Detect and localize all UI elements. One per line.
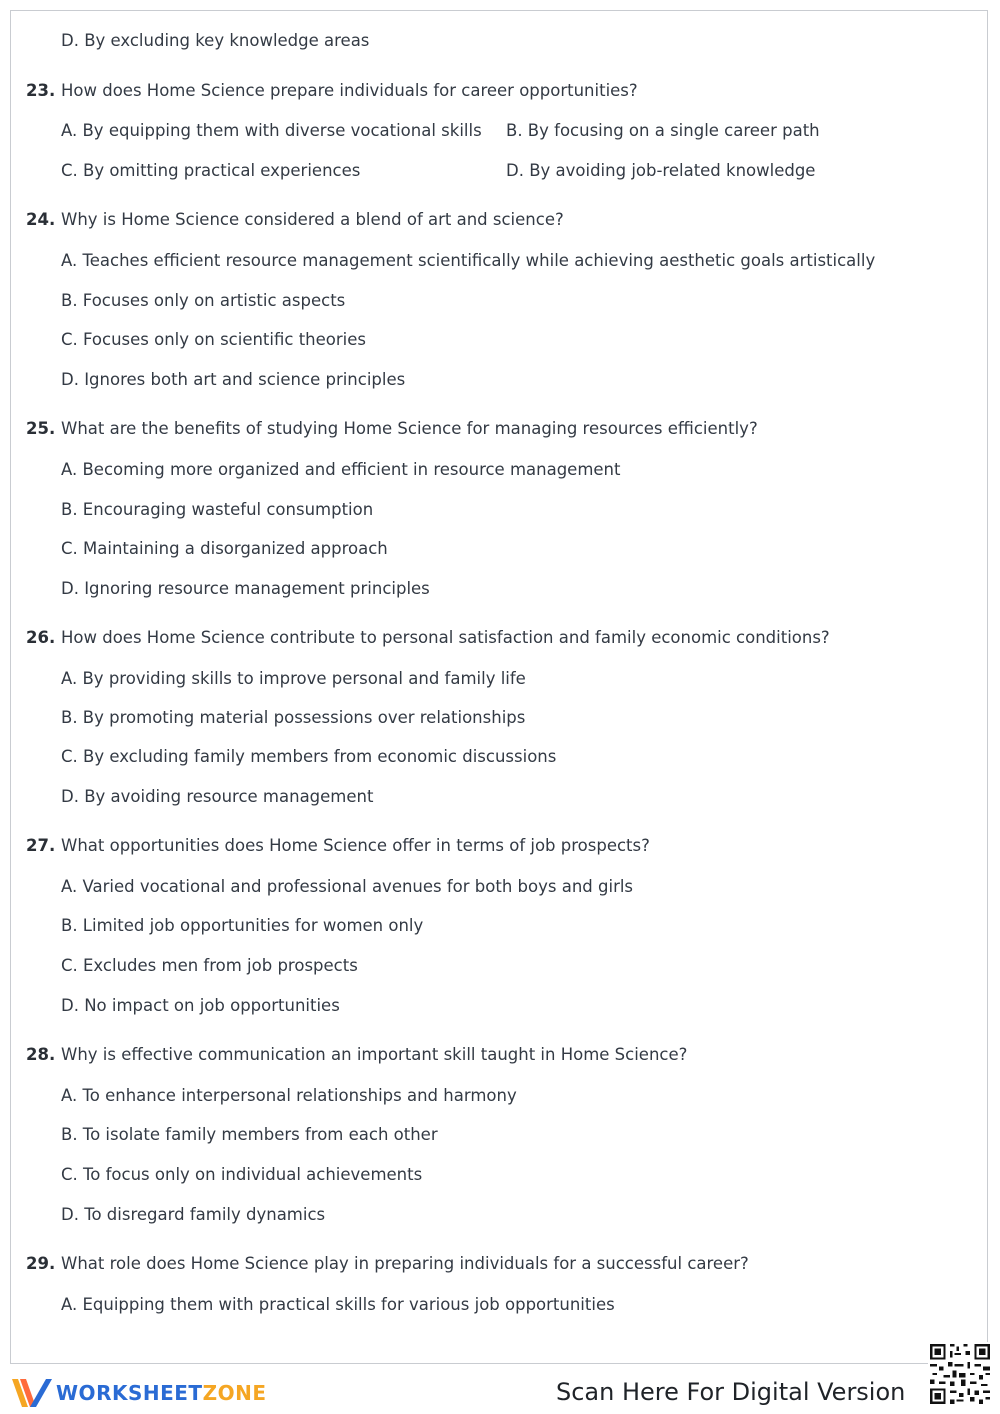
worksheetzone-logo-icon (10, 1375, 54, 1411)
option-26-b: B. By promoting material possessions over relationships (61, 708, 526, 727)
option-24-b: B. Focuses only on artistic aspects (61, 291, 346, 310)
option-23-c: C. By omitting practical experiences (61, 161, 361, 180)
option-27-c: C. Excludes men from job prospects (61, 956, 358, 975)
worksheetzone-logo[interactable] (10, 1375, 266, 1411)
option-24-d: D. Ignores both art and science principles (61, 370, 406, 389)
question-29-text: What role does Home Science play in preparing individuals for a successful career? (61, 1254, 749, 1273)
question-26-number: 26. (26, 628, 56, 647)
question-26-text: How does Home Science contribute to personal satisfaction and family economic conditions? (61, 628, 830, 647)
logo-word-zone: ZONE (202, 1381, 267, 1405)
option-28-c: C. To focus only on individual achievements (61, 1165, 423, 1184)
question-24-text: Why is Home Science considered a blend of art and science? (61, 210, 564, 229)
question-28-text: Why is effective communication an important skill taught in Home Science? (61, 1045, 688, 1064)
option-22-d: D. By excluding key knowledge areas (61, 31, 370, 50)
question-25-number: 25. (26, 419, 56, 438)
option-28-b: B. To isolate family members from each other (61, 1125, 438, 1144)
question-29-number: 29. (26, 1254, 56, 1273)
option-24-a: A. Teaches efficient resource management scientifically while achieving aesthetic goals artistically (61, 251, 876, 270)
option-23-d: D. By avoiding job-related knowledge (506, 161, 816, 180)
question-27-text: What opportunities does Home Science offer in terms of job prospects? (61, 836, 650, 855)
option-23-b: B. By focusing on a single career path (506, 121, 820, 140)
question-27-number: 27. (26, 836, 56, 855)
option-29-a: A. Equipping them with practical skills for various job opportunities (61, 1295, 615, 1314)
option-26-d: D. By avoiding resource management (61, 787, 374, 806)
option-24-c: C. Focuses only on scientific theories (61, 330, 366, 349)
logo-word-worksheet: WORKSHEET (56, 1381, 203, 1405)
question-24-number: 24. (26, 210, 56, 229)
option-27-a: A. Varied vocational and professional avenues for both boys and girls (61, 877, 634, 896)
option-25-b: B. Encouraging wasteful consumption (61, 500, 374, 519)
option-25-c: C. Maintaining a disorganized approach (61, 539, 388, 558)
option-26-c: C. By excluding family members from economic discussions (61, 747, 557, 766)
scan-caption: Scan Here For Digital Version (556, 1378, 906, 1406)
option-25-a: A. Becoming more organized and efficient in resource management (61, 460, 621, 479)
option-27-d: D. No impact on job opportunities (61, 996, 340, 1015)
option-28-a: A. To enhance interpersonal relationships and harmony (61, 1086, 517, 1105)
question-28-number: 28. (26, 1045, 56, 1064)
question-25-text: What are the benefits of studying Home Science for managing resources efficiently? (61, 419, 758, 438)
option-27-b: B. Limited job opportunities for women only (61, 916, 424, 935)
question-23-text: How does Home Science prepare individuals for career opportunities? (61, 81, 638, 100)
option-26-a: A. By providing skills to improve personal and family life (61, 669, 526, 688)
option-25-d: D. Ignoring resource management principles (61, 579, 430, 598)
option-28-d: D. To disregard family dynamics (61, 1205, 326, 1224)
qr-code-icon[interactable] (928, 1342, 992, 1406)
option-23-a: A. By equipping them with diverse vocational skills (61, 121, 482, 140)
question-23-number: 23. (26, 81, 56, 100)
